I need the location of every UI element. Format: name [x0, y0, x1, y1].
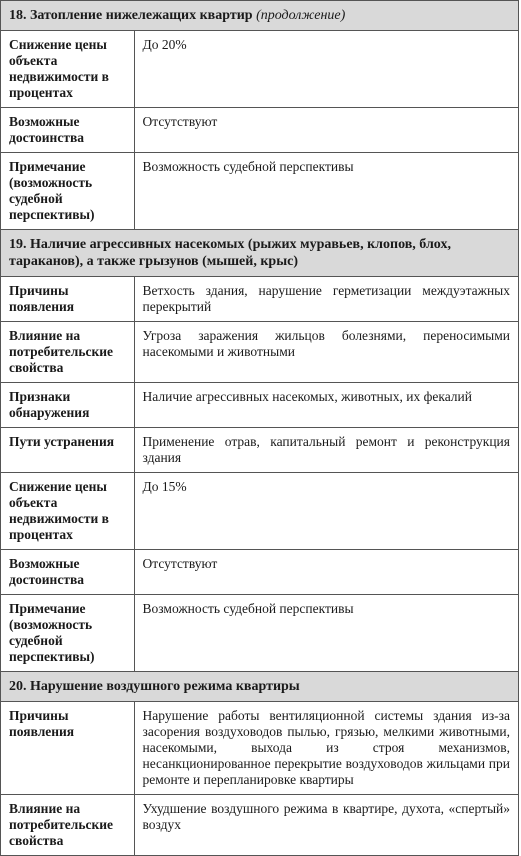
- table-row: [1, 795, 518, 856]
- table-row: [1, 702, 518, 795]
- table-row: [1, 153, 518, 230]
- row-label: Признаки обнаружения: [1, 383, 134, 428]
- table-row: [1, 383, 518, 428]
- row-label: Примечание (возможность судебной перспективы): [1, 153, 134, 230]
- row-value: Угроза заражения жильцов болезнями, переносимыми насекомыми и животными: [134, 322, 518, 383]
- section-title: [1, 230, 518, 277]
- row-value: Ветхость здания, нарушение герметизации междуэтажных перекрытий: [134, 277, 518, 322]
- row-value: Отсутствуют: [134, 108, 518, 153]
- section-title-text: 19. Наличие агрессивных насекомых (рыжих муравьев, клопов, блох, тараканов), а также грызунов (мышей, крыс): [9, 237, 451, 269]
- row-label: Влияние на потребительские свойства: [1, 795, 134, 856]
- section-title: [1, 672, 518, 702]
- row-value: Возможность судебной перспективы: [134, 595, 518, 672]
- section-header-row: [1, 672, 518, 702]
- row-label: Причины появления: [1, 277, 134, 322]
- section-header-row: [1, 230, 518, 277]
- table-row: [1, 550, 518, 595]
- section-title-text: 18. Затопление нижележащих квартир: [9, 8, 253, 23]
- row-label: Возможные достоинства: [1, 550, 134, 595]
- row-label: Влияние на потребительские свойства: [1, 322, 134, 383]
- row-value: Наличие агрессивных насекомых, животных, их фекалий: [134, 383, 518, 428]
- row-value: Возможность судебной перспективы: [134, 153, 518, 230]
- section-title: [1, 1, 518, 31]
- row-label: Возможные достоинства: [1, 108, 134, 153]
- table-row: [1, 31, 518, 108]
- section-title-text: 20. Нарушение воздушного режима квартиры: [9, 679, 300, 694]
- table-row: [1, 428, 518, 473]
- row-value: Применение отрав, капитальный ремонт и реконструкция здания: [134, 428, 518, 473]
- table-row: [1, 595, 518, 672]
- row-label: Снижение цены объекта недвижимости в процентах: [1, 31, 134, 108]
- table-row: [1, 277, 518, 322]
- row-value: Нарушение работы вентиляционной системы здания из-за засорения воздуховодов пылью, грязью, мелкими животными, насекомыми, выхода из строя механизмов, несанкционированное перекрытие воздуховодов жильцами при ремонте и перепланировке квартиры: [134, 702, 518, 795]
- row-label: Примечание (возможность судебной перспективы): [1, 595, 134, 672]
- defects-table: [1, 0, 518, 856]
- table-row: [1, 108, 518, 153]
- row-value: До 20%: [134, 31, 518, 108]
- section-title-suffix: (продолжение): [256, 8, 346, 23]
- table-row: [1, 473, 518, 550]
- row-label: Причины появления: [1, 702, 134, 795]
- section-header-row: [1, 1, 518, 31]
- row-value: Ухудшение воздушного режима в квартире, духота, «спертый» воздух: [134, 795, 518, 856]
- row-value: До 15%: [134, 473, 518, 550]
- row-label: Снижение цены объекта недвижимости в процентах: [1, 473, 134, 550]
- row-label: Пути устранения: [1, 428, 134, 473]
- row-value: Отсутствуют: [134, 550, 518, 595]
- table-row: [1, 322, 518, 383]
